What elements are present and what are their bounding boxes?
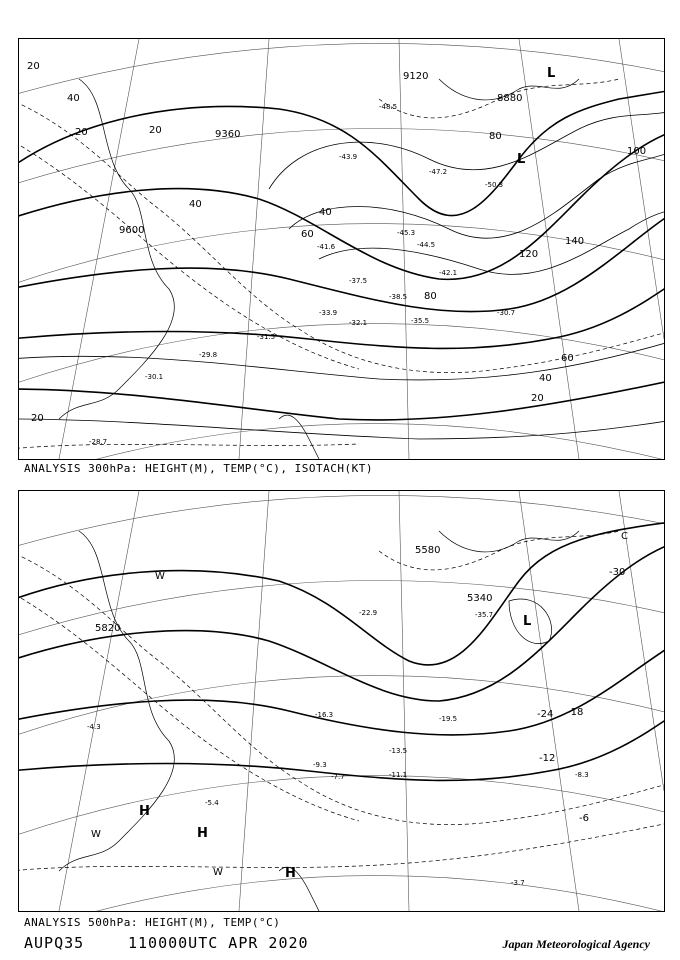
isotherm-label: -18 (567, 707, 584, 718)
isotach-label: 20 (149, 125, 162, 136)
isotherm-label: -12 (539, 753, 556, 764)
isotach-label: 40 (539, 373, 552, 384)
cold-marker: C (621, 531, 628, 542)
temperature-label: -4.3 (87, 723, 101, 731)
isotach-label: 60 (561, 353, 574, 364)
isotherm-label: -6 (579, 813, 589, 824)
temperature-label: -47.2 (429, 168, 448, 176)
temperature-label: -7.7 (331, 773, 345, 781)
temperature-label: -45.3 (397, 229, 416, 237)
temperature-label: -43.9 (339, 153, 358, 161)
map-panel-500hpa (18, 490, 665, 912)
isotach-label: 20 (75, 127, 88, 138)
temperature-label: -30.7 (497, 309, 516, 317)
temperature-label: -35.7 (475, 611, 494, 619)
temperature-label: -50.3 (485, 181, 504, 189)
temperature-label: -11.1 (389, 771, 408, 779)
isotach-label: 100 (627, 146, 647, 157)
temperature-label: -30.1 (145, 373, 164, 381)
isotach-label: 140 (565, 236, 585, 247)
high-pressure-marker: H (197, 826, 208, 841)
map-300hpa-drawing (19, 39, 664, 459)
low-pressure-marker: L (523, 614, 532, 629)
graticule-500 (19, 491, 664, 911)
coastline-500 (59, 531, 579, 911)
valid-time: 110000UTC APR 2020 (128, 934, 309, 952)
isotach-label: 80 (424, 291, 437, 302)
temperature-label: -42.1 (439, 269, 458, 277)
temperature-label: -35.5 (411, 317, 430, 325)
temperature-label: -9.3 (313, 761, 327, 769)
height-label: 9600 (119, 225, 145, 236)
high-pressure-marker: H (285, 866, 296, 881)
isotach-label: 40 (189, 199, 202, 210)
height-label: 5820 (95, 623, 121, 634)
temperature-label: -19.5 (439, 715, 458, 723)
low-pressure-marker: L (547, 66, 556, 81)
isotach-label: 60 (301, 229, 314, 240)
map-panel-300hpa (18, 38, 665, 460)
isotach-label: 40 (67, 93, 80, 104)
caption-500hpa: ANALYSIS 500hPa: HEIGHT(M), TEMP(°C) (24, 916, 281, 929)
temperature-label: -28.7 (89, 438, 108, 446)
agency-name: Japan Meteorological Agency (502, 937, 650, 951)
isotherm-label: -30 (609, 567, 626, 578)
temperature-label: -3.7 (511, 879, 525, 887)
height-contours-500 (19, 521, 664, 780)
temperature-label: -29.8 (199, 351, 218, 359)
temperature-label: -5.4 (205, 799, 219, 807)
warm-marker: W (155, 571, 165, 582)
isotach-label: 80 (489, 131, 502, 142)
temperature-label: -48.5 (379, 103, 398, 111)
isotach-label: 20 (531, 393, 544, 404)
isotach-label: 40 (319, 207, 332, 218)
temperature-label: -31.5 (257, 333, 276, 341)
temperature-label: -22.9 (359, 609, 378, 617)
temperature-label: -16.3 (315, 711, 334, 719)
isotach-label: 20 (27, 61, 40, 72)
map-500hpa-drawing (19, 491, 664, 911)
temperature-label: -8.3 (575, 771, 589, 779)
graticule-300 (19, 39, 664, 459)
high-pressure-marker: H (139, 804, 150, 819)
caption-300hpa: ANALYSIS 300hPa: HEIGHT(M), TEMP(°C), ISOTACH(KT) (24, 462, 374, 475)
warm-marker: W (91, 829, 101, 840)
temperature-label: -44.5 (417, 241, 436, 249)
isotach-label: 20 (31, 413, 44, 424)
temperature-label: -32.1 (349, 319, 368, 327)
height-label: 5340 (467, 593, 493, 604)
height-label: 9360 (215, 129, 241, 140)
warm-marker: W (213, 867, 223, 878)
height-label: 5580 (415, 545, 441, 556)
temperature-label: -13.5 (389, 747, 408, 755)
isotherms-500 (19, 531, 664, 871)
low-pressure-marker: L (517, 152, 526, 167)
height-label: 9120 (403, 71, 429, 82)
temperature-label: -37.5 (349, 277, 368, 285)
product-code: AUPQ35 (24, 934, 85, 952)
isotherm-label: -24 (537, 709, 554, 720)
temperature-label: -38.5 (389, 293, 408, 301)
height-label: 8880 (497, 93, 523, 104)
temperature-label: -41.6 (317, 243, 336, 251)
temperature-label: -33.9 (319, 309, 338, 317)
isotach-label: 120 (519, 249, 539, 260)
